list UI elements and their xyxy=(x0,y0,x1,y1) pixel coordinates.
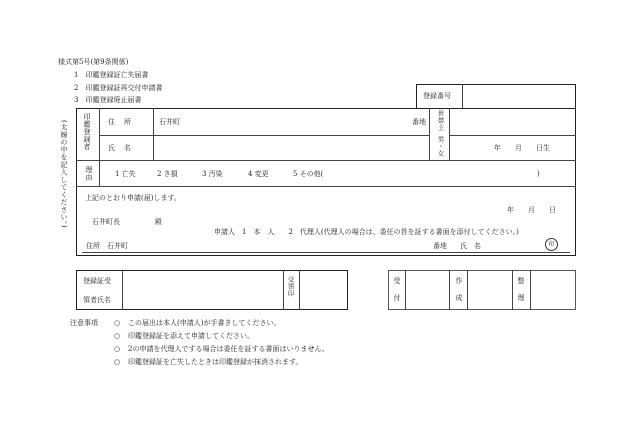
notes-label: 注意事項 xyxy=(70,319,98,327)
reason-changed[interactable]: 4 変更 xyxy=(248,170,269,178)
address-banchi: 番地 xyxy=(412,118,426,126)
option-abolish: 3 印鑑登録廃止届書 xyxy=(74,96,142,104)
address-value: 石井町 xyxy=(159,118,180,126)
receiver-name-label: 領者氏名 xyxy=(83,296,111,304)
reason-label: 理由 xyxy=(85,166,94,181)
reg-number-field[interactable] xyxy=(463,86,574,107)
applicant-name-field[interactable] xyxy=(488,238,542,251)
address-field[interactable] xyxy=(195,111,405,133)
statement: 上記のとおり申請(届)します。 xyxy=(85,194,181,202)
reason-other[interactable]: 5 その他( xyxy=(293,170,324,178)
name-label: 氏 名 xyxy=(108,144,132,152)
applicant-address-field[interactable] xyxy=(140,238,425,251)
date: 年 月 日 xyxy=(507,206,556,214)
note-bullet: ○ xyxy=(114,319,121,327)
created-label: 作成 xyxy=(455,277,464,311)
applicant-address-label: 住所 石井町 xyxy=(86,242,128,250)
office-use-box xyxy=(388,270,576,310)
reason-damaged[interactable]: 2 き損 xyxy=(157,170,178,178)
mayor: 石井町長 殿 xyxy=(92,218,162,226)
note-item: 印鑑登録証を添えて申請してください。 xyxy=(128,332,254,340)
reason-other-close: ) xyxy=(537,170,540,178)
applicant-type: 申請人 1 本 人 2 代理人(代理人の場合は、委任の旨を証する書面を添付してください。) xyxy=(214,228,519,236)
note-bullet: ○ xyxy=(114,358,121,366)
note-bullet: ○ xyxy=(114,332,121,340)
receipt-seal-label: 受領印 xyxy=(286,276,295,297)
note-item: 2の申請を代理人でする場合は委任を証する書面はいりません。 xyxy=(128,345,329,353)
option-lost: 1 印鑑登録証亡失届書 xyxy=(74,71,149,79)
household-head-field[interactable] xyxy=(451,110,574,134)
side-note: (太線の中を記入してください。) xyxy=(60,120,69,228)
birth-date: 年 月 日生 xyxy=(494,144,550,152)
sex-label: 男・女 xyxy=(436,136,445,157)
name-field[interactable] xyxy=(156,138,426,158)
applicant-group-label: 印鑑登録者 xyxy=(83,113,92,151)
receiver-name-field[interactable] xyxy=(124,272,281,308)
organized-label: 整理 xyxy=(517,277,526,311)
reason-lost[interactable]: 1 亡失 xyxy=(115,170,136,178)
applicant-banchi: 番地 xyxy=(433,242,447,250)
note-bullet: ○ xyxy=(114,345,121,353)
option-reissue: 2 印鑑登録証再交付申請書 xyxy=(74,84,163,92)
note-item: この届出は本人(申請人)が手書きしてください。 xyxy=(128,319,281,327)
reg-number-label: 登録番号 xyxy=(423,92,451,100)
household-head-label: 世帯主 xyxy=(436,110,445,131)
note-item: 印鑑登録証を亡失したときは印鑑登録が抹消されます。 xyxy=(128,358,303,366)
reason-other-field[interactable] xyxy=(342,166,532,182)
seal-mark: 印 xyxy=(545,238,558,251)
address-label: 住 所 xyxy=(108,118,132,126)
form-title: 様式第5号(第9条関係) xyxy=(58,58,129,66)
applicant-name-label: 氏 名 xyxy=(460,242,481,250)
cert-receiver-label: 登録証受 xyxy=(83,277,111,285)
received-label: 受付 xyxy=(393,277,402,311)
reason-stained[interactable]: 3 汚染 xyxy=(202,170,223,178)
